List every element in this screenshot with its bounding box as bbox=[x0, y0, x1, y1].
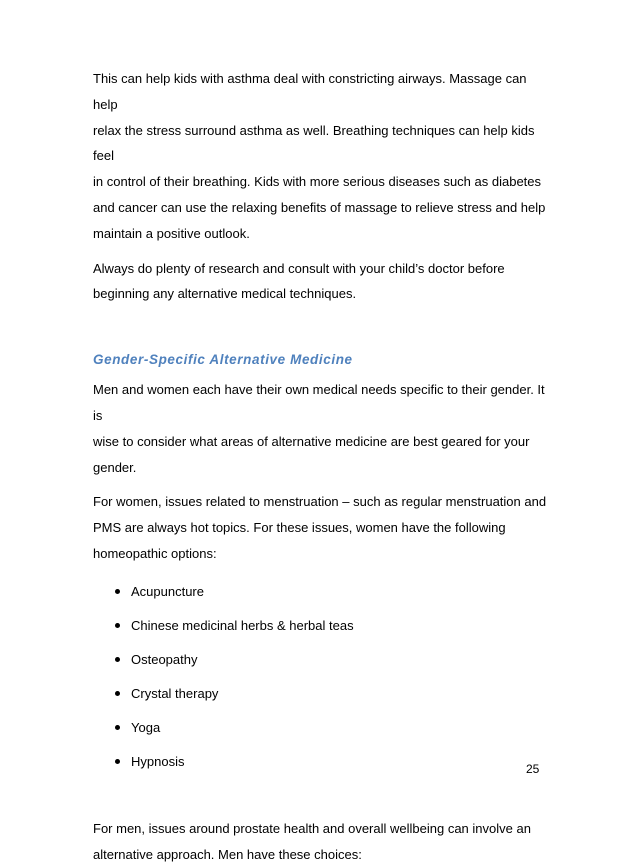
bullet-icon bbox=[115, 759, 120, 764]
bullet-icon bbox=[115, 589, 120, 594]
paragraph-gender-intro: Men and women each have their own medical needs specific to their gender. It is wise to consider what areas of alternative medicine are best geared for your gender. bbox=[93, 382, 545, 475]
list-item-label: Hypnosis bbox=[131, 753, 185, 769]
page-number: 25 bbox=[526, 762, 540, 776]
bullet-icon bbox=[115, 657, 120, 662]
paragraph-research: Always do plenty of research and consult with your child’s doctor before beginning any alternative medical techniques. bbox=[93, 260, 505, 302]
paragraph-asthma: This can help kids with asthma deal with constricting airways. Massage can help relax the stress surround asthma as well. Breathing techniques can help kids feel in control of their breathing. Kids with more serious diseases such as diabetes and cancer can use the relaxing benefits of massage to relieve stress and help maintain a positive outlook. bbox=[93, 71, 546, 241]
list-item bbox=[93, 616, 553, 636]
section-heading: Gender-Specific Alternative Medicine bbox=[93, 352, 353, 368]
list-item-label: Acupuncture bbox=[131, 583, 204, 599]
page-content bbox=[93, 66, 553, 867]
bullet-icon bbox=[115, 623, 120, 628]
bullet-icon bbox=[115, 725, 120, 730]
list-item bbox=[93, 650, 553, 670]
women-options-list bbox=[93, 582, 553, 772]
list-item-label: Crystal therapy bbox=[131, 685, 219, 701]
paragraph-men: For men, issues around prostate health and overall wellbeing can involve an alternative approach. Men have these choices: bbox=[93, 820, 531, 862]
list-item-label: Yoga bbox=[131, 719, 161, 735]
list-item bbox=[93, 718, 553, 738]
list-item-label: Osteopathy bbox=[131, 651, 198, 667]
paragraph-women: For women, issues related to menstruation – such as regular menstruation and PMS are always hot topics. For these issues, women have the following homeopathic options: bbox=[93, 494, 547, 561]
bullet-icon bbox=[115, 691, 120, 696]
list-item-label: Chinese medicinal herbs & herbal teas bbox=[131, 617, 354, 633]
list-item bbox=[93, 752, 553, 772]
list-item bbox=[93, 684, 553, 704]
list-item bbox=[93, 582, 553, 602]
